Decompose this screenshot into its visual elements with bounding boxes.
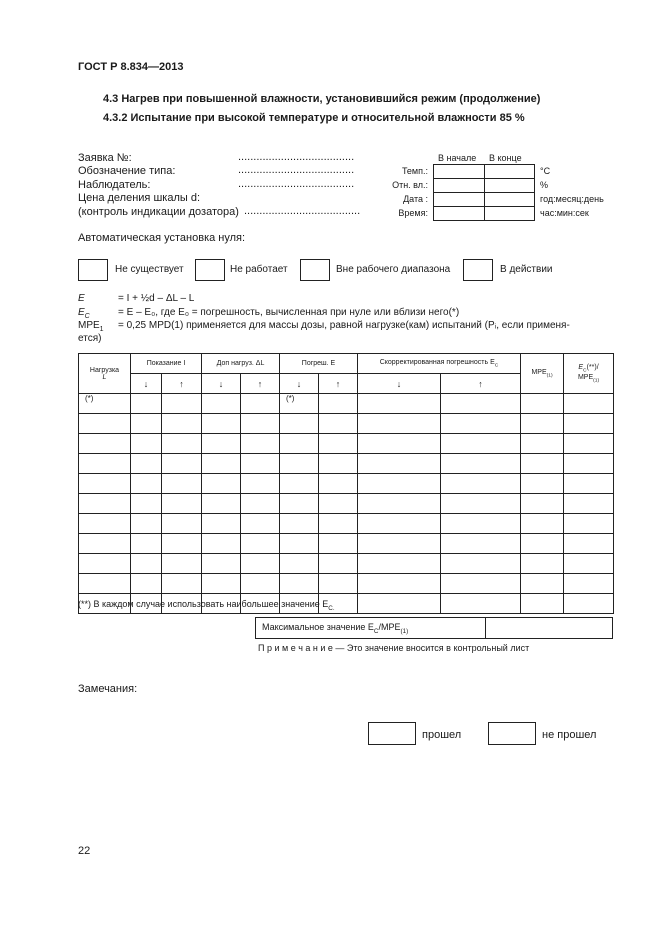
- table-cell[interactable]: [441, 514, 521, 534]
- option-not-exist: Не существует: [115, 264, 184, 275]
- max-value-box: [255, 617, 613, 639]
- type-designation-label: Обозначение типа:: [78, 165, 176, 177]
- header-mpe-text: MPE: [531, 368, 547, 376]
- cond-unit-temp: °C: [540, 166, 551, 176]
- table-cell[interactable]: [564, 474, 614, 494]
- application-label: Заявка №:: [78, 152, 132, 164]
- cond-cell[interactable]: [484, 207, 535, 221]
- table-cell[interactable]: [202, 414, 241, 434]
- table-cell[interactable]: [358, 434, 441, 454]
- table-cell[interactable]: [441, 454, 521, 474]
- table-cell[interactable]: [521, 554, 564, 574]
- table-cell[interactable]: [564, 414, 614, 434]
- note: [258, 643, 529, 653]
- table-cell[interactable]: [441, 594, 521, 614]
- table-cell[interactable]: [280, 494, 319, 514]
- ec-letter: E: [78, 307, 85, 318]
- table-cell[interactable]: [358, 474, 441, 494]
- scale-division-label: Цена деления шкалы d:: [78, 192, 200, 204]
- cond-label-humidity: Отн. вл.:: [392, 180, 428, 190]
- formula-mpe: = 0,25 MPD(1) применяется для массы дозы, равной нагрузке(кам) испытаний (Pᵢ, если применя-: [118, 320, 570, 331]
- table-cell[interactable]: [358, 574, 441, 594]
- application-field[interactable]: ......................................: [238, 151, 355, 163]
- option-out-of-range: Вне рабочего диапазона: [336, 264, 451, 275]
- header-corrected-text: Скорректированная погрешность E: [379, 358, 495, 366]
- formula-ec: = E – E₀, где E₀ = погрешность, вычисленная при нуле или вблизи него(*): [118, 307, 460, 318]
- table-cell[interactable]: [162, 394, 202, 414]
- first-row-mark-error: (*): [280, 394, 319, 414]
- table-cell[interactable]: [358, 494, 441, 514]
- remarks-label: Замечания:: [78, 683, 138, 695]
- arrow-down: ↓: [358, 374, 441, 394]
- table-cell[interactable]: [319, 574, 358, 594]
- table-cell[interactable]: [79, 474, 131, 494]
- table-cell[interactable]: [79, 454, 131, 474]
- col-start-label: В начале: [438, 153, 477, 163]
- table-row: [79, 534, 614, 554]
- table-cell[interactable]: [162, 514, 202, 534]
- table-cell[interactable]: [131, 514, 162, 534]
- table-cell[interactable]: [241, 434, 280, 454]
- table-cell[interactable]: [131, 474, 162, 494]
- option-active: В действии: [500, 264, 553, 275]
- table-cell[interactable]: [202, 514, 241, 534]
- cond-cell[interactable]: [484, 165, 535, 179]
- table-row: [79, 414, 614, 434]
- table-cell[interactable]: [131, 534, 162, 554]
- table-cell[interactable]: [521, 534, 564, 554]
- checkbox-not-working[interactable]: [195, 259, 225, 281]
- table-cell[interactable]: [280, 514, 319, 534]
- table-cell[interactable]: [319, 534, 358, 554]
- table-row: [79, 554, 614, 574]
- table-cell[interactable]: [441, 494, 521, 514]
- table-cell[interactable]: [441, 534, 521, 554]
- table-cell[interactable]: [358, 534, 441, 554]
- cond-label-time: Время:: [398, 208, 428, 218]
- table-cell[interactable]: [280, 554, 319, 574]
- table-cell[interactable]: [202, 574, 241, 594]
- table-cell[interactable]: [280, 474, 319, 494]
- header-load-symbol: L: [102, 373, 107, 381]
- table-cell[interactable]: [521, 474, 564, 494]
- table-cell[interactable]: [564, 594, 614, 614]
- mpe-sub: 1: [99, 326, 104, 333]
- result-failed: не прошел: [542, 729, 597, 741]
- footnote-sub: C.: [328, 604, 335, 612]
- col-end-label: В конце: [489, 153, 522, 163]
- table-cell[interactable]: [202, 394, 241, 414]
- table-cell[interactable]: [79, 514, 131, 534]
- observer-field[interactable]: ......................................: [238, 178, 355, 190]
- table-cell[interactable]: [521, 394, 564, 414]
- header-corrected-sub: C: [494, 363, 499, 369]
- cond-cell[interactable]: [434, 179, 485, 193]
- footnote-text: (**) В каждом случае использовать наибольшее значение E: [78, 599, 329, 609]
- header-ratio-rest: (**)/: [586, 364, 599, 372]
- cond-cell[interactable]: [434, 207, 485, 221]
- arrow-up: ↑: [162, 374, 202, 394]
- header-corrected: [358, 354, 521, 374]
- table-cell[interactable]: [358, 394, 441, 414]
- first-row-mark-load: (*): [79, 394, 131, 414]
- max-value-sub2: (1): [400, 627, 409, 635]
- cond-label-date: Дата :: [403, 194, 428, 204]
- arrow-down: ↓: [131, 374, 162, 394]
- table-cell[interactable]: [280, 414, 319, 434]
- table-cell[interactable]: [79, 534, 131, 554]
- table-row: [79, 454, 614, 474]
- formula-mpe-cont: ется): [78, 333, 102, 344]
- section-title: 4.3 Нагрев при повышенной влажности, установившийся режим (продолжение): [103, 93, 541, 105]
- table-cell[interactable]: [241, 474, 280, 494]
- header-mpe-sub: (1): [546, 373, 553, 379]
- table-cell[interactable]: [131, 574, 162, 594]
- ec-sub: C: [84, 313, 90, 320]
- cond-cell[interactable]: [484, 193, 535, 207]
- result-passed: прошел: [422, 729, 462, 741]
- table-cell[interactable]: [319, 554, 358, 574]
- table-cell[interactable]: [319, 474, 358, 494]
- table-cell[interactable]: [319, 454, 358, 474]
- table-cell[interactable]: [79, 414, 131, 434]
- table-cell[interactable]: [162, 414, 202, 434]
- section-subtitle: 4.3.2 Испытание при высокой температуре и относительной влажности 85 %: [103, 112, 525, 124]
- table-cell[interactable]: [131, 454, 162, 474]
- observer-label: Наблюдатель:: [78, 179, 151, 191]
- checkbox-not-exist[interactable]: [78, 259, 108, 281]
- table-cell[interactable]: [241, 514, 280, 534]
- arrow-up: ↑: [241, 374, 280, 394]
- zero-setting-title: Автоматическая установка нуля:: [78, 232, 246, 244]
- max-value-sub: C: [373, 627, 379, 635]
- table-cell[interactable]: [280, 534, 319, 554]
- arrow-up: ↑: [441, 374, 521, 394]
- header-ratio-sub: C: [583, 368, 587, 374]
- footnote: [78, 599, 335, 612]
- table-cell[interactable]: [162, 434, 202, 454]
- note-text: — Это значение вносится в контрольный лист: [332, 643, 530, 653]
- table-cell[interactable]: [280, 574, 319, 594]
- table-cell[interactable]: [162, 574, 202, 594]
- table-cell[interactable]: [564, 574, 614, 594]
- header-add-load: Доп нагруз. ΔL: [202, 354, 280, 374]
- scale-division-field[interactable]: ......................................: [244, 205, 361, 217]
- table-cell[interactable]: [131, 414, 162, 434]
- table-row: [79, 494, 614, 514]
- table-cell[interactable]: [79, 434, 131, 454]
- table-cell[interactable]: [319, 494, 358, 514]
- table-cell[interactable]: [241, 494, 280, 514]
- table-cell[interactable]: [79, 574, 131, 594]
- max-value-label-text: Максимальное значение E: [262, 621, 374, 632]
- header-error: Погреш. E: [280, 354, 358, 374]
- table-cell[interactable]: [241, 554, 280, 574]
- scale-division-note: (контроль индикации дозатора): [78, 206, 239, 218]
- header-ratio: [564, 354, 614, 394]
- formula-ec-symbol: [78, 307, 90, 320]
- arrow-up: ↑: [319, 374, 358, 394]
- table-cell[interactable]: [131, 494, 162, 514]
- table-cell[interactable]: [564, 554, 614, 574]
- table-cell[interactable]: [241, 454, 280, 474]
- header-reading: Показание I: [131, 354, 202, 374]
- table-cell[interactable]: [319, 434, 358, 454]
- table-cell[interactable]: [564, 514, 614, 534]
- checkbox-passed[interactable]: [368, 722, 416, 745]
- table-row: [79, 394, 614, 414]
- table-cell[interactable]: [202, 554, 241, 574]
- table-cell[interactable]: [441, 434, 521, 454]
- table-cell[interactable]: [131, 434, 162, 454]
- table-cell[interactable]: [162, 494, 202, 514]
- table-cell[interactable]: [441, 474, 521, 494]
- checkbox-out-of-range[interactable]: [300, 259, 330, 281]
- cond-cell[interactable]: [484, 179, 535, 193]
- table-cell[interactable]: [202, 474, 241, 494]
- table-cell[interactable]: [162, 454, 202, 474]
- table-cell[interactable]: [319, 414, 358, 434]
- table-row: [79, 434, 614, 454]
- cond-unit-date: год:месяц:день: [540, 194, 604, 204]
- table-cell[interactable]: [162, 474, 202, 494]
- checkbox-active[interactable]: [463, 259, 493, 281]
- table-cell[interactable]: [521, 594, 564, 614]
- table-row: [79, 474, 614, 494]
- table-cell[interactable]: [162, 554, 202, 574]
- table-cell[interactable]: [280, 454, 319, 474]
- cond-unit-humidity: %: [540, 180, 549, 190]
- header-mpe: [521, 354, 564, 394]
- table-cell[interactable]: [564, 454, 614, 474]
- cond-unit-time: час:мин:сек: [540, 208, 589, 218]
- table-cell[interactable]: [358, 454, 441, 474]
- table-cell[interactable]: [162, 534, 202, 554]
- table-cell[interactable]: [564, 434, 614, 454]
- cond-cell[interactable]: [434, 165, 485, 179]
- table-cell[interactable]: [241, 534, 280, 554]
- conditions-grid: [433, 164, 535, 221]
- table-cell[interactable]: [202, 534, 241, 554]
- table-cell[interactable]: [521, 414, 564, 434]
- table-row: [79, 514, 614, 534]
- table-cell[interactable]: [131, 554, 162, 574]
- formula-e-symbol: E: [78, 293, 85, 304]
- table-cell[interactable]: [131, 394, 162, 414]
- table-cell[interactable]: [564, 494, 614, 514]
- table-cell[interactable]: [441, 574, 521, 594]
- arrow-down: ↓: [202, 374, 241, 394]
- table-cell[interactable]: [564, 394, 614, 414]
- table-cell[interactable]: [319, 394, 358, 414]
- table-cell[interactable]: [564, 534, 614, 554]
- table-cell[interactable]: [202, 454, 241, 474]
- table-cell[interactable]: [441, 554, 521, 574]
- table-cell[interactable]: [202, 494, 241, 514]
- table-cell[interactable]: [358, 514, 441, 534]
- table-row: [79, 574, 614, 594]
- table-cell[interactable]: [319, 514, 358, 534]
- table-cell[interactable]: [441, 394, 521, 414]
- table-cell[interactable]: [280, 434, 319, 454]
- max-value-field[interactable]: [485, 618, 612, 639]
- header-load: [79, 354, 131, 394]
- table-cell[interactable]: [79, 554, 131, 574]
- table-cell[interactable]: [241, 574, 280, 594]
- table-cell[interactable]: [202, 434, 241, 454]
- arrow-down: ↓: [280, 374, 319, 394]
- table-cell[interactable]: [241, 394, 280, 414]
- table-cell[interactable]: [79, 494, 131, 514]
- header-ratio-e: E: [578, 364, 584, 372]
- measurement-table: [78, 353, 614, 614]
- table-cell[interactable]: [521, 454, 564, 474]
- table-cell[interactable]: [521, 494, 564, 514]
- table-cell[interactable]: [521, 434, 564, 454]
- page-number: 22: [78, 845, 91, 857]
- table-cell[interactable]: [521, 514, 564, 534]
- checkbox-failed[interactable]: [488, 722, 536, 745]
- table-cell[interactable]: [358, 594, 441, 614]
- max-value-rest: /MPE: [378, 621, 401, 632]
- option-not-working: Не работает: [230, 264, 288, 275]
- mpe-letter: MPE: [78, 320, 100, 331]
- type-designation-field[interactable]: ......................................: [238, 164, 355, 176]
- header-ratio-mpe-sub: (1): [593, 377, 600, 383]
- table-cell[interactable]: [441, 414, 521, 434]
- table-cell[interactable]: [358, 554, 441, 574]
- table-cell[interactable]: [358, 414, 441, 434]
- formula-e: = I + ½d – ΔL – L: [118, 293, 195, 304]
- cond-cell[interactable]: [434, 193, 485, 207]
- formula-mpe-symbol: [78, 320, 104, 333]
- cond-label-temp: Темп.:: [401, 166, 428, 176]
- note-prefix: П р и м е ч а н и е: [258, 643, 333, 653]
- table-cell[interactable]: [521, 574, 564, 594]
- document-header: ГОСТ Р 8.834—2013: [78, 61, 184, 73]
- table-cell[interactable]: [241, 414, 280, 434]
- header-load-text: Нагрузка: [89, 366, 120, 374]
- max-value-label: [256, 618, 486, 639]
- header-ratio-mpe: MPE: [577, 373, 594, 381]
